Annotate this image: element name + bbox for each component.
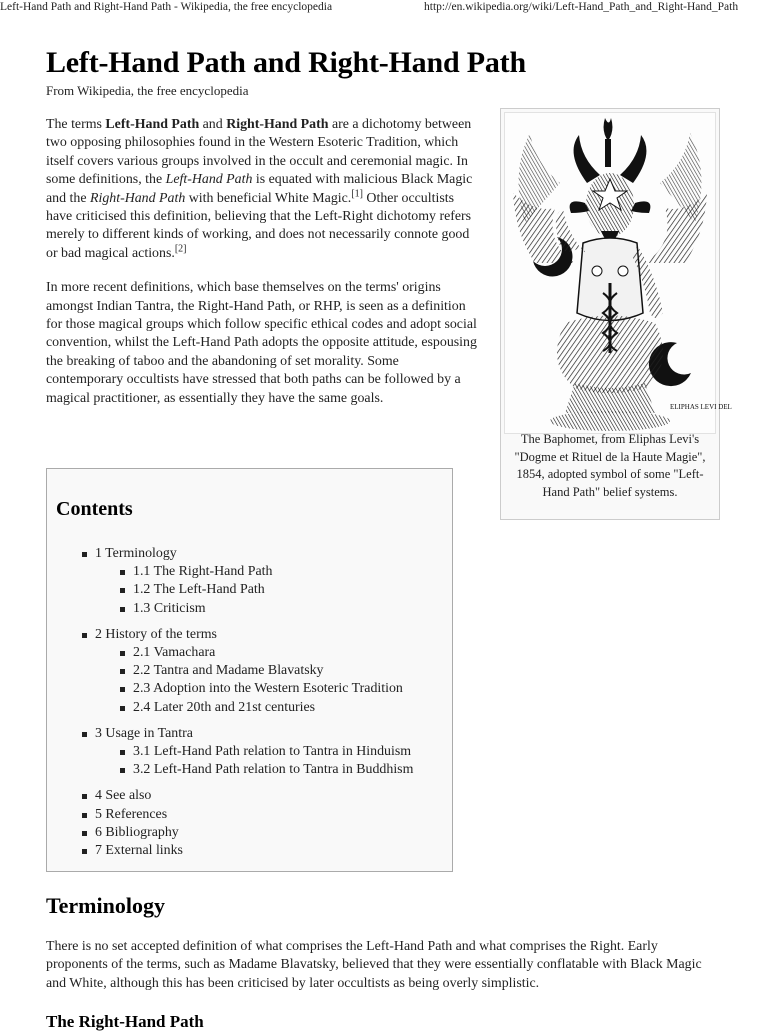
- print-header: [0, 0, 768, 16]
- toc-link[interactable]: 1 Terminology: [95, 546, 177, 561]
- baphomet-image[interactable]: [504, 112, 732, 434]
- toc-subitem[interactable]: [47, 662, 447, 680]
- terminology-paragraph: There is no set accepted definition of what comprises the Left-Hand Path and what comprises the Right. Early proponents of the terms, such as Madame Blavatsky, believed that they were essentially conflatable with Black Magic and White, although this has been criticised by later occultists as being overly simplistic.: [46, 939, 702, 991]
- page-title: Left-Hand Path and Right-Hand Path: [46, 46, 526, 79]
- toc-subitem[interactable]: [47, 743, 447, 761]
- text-run: The terms: [46, 117, 106, 132]
- toc-item-references[interactable]: [47, 806, 447, 824]
- figure-thumbnail: [500, 108, 732, 520]
- bullet-icon: [82, 831, 87, 836]
- toc-link[interactable]: 1.2 The Left-Hand Path: [133, 582, 265, 598]
- toc-list: [47, 545, 447, 860]
- bullet-icon: [120, 768, 125, 773]
- bullet-icon: [120, 588, 125, 593]
- toc-link[interactable]: 2.1 Vamachara: [133, 645, 216, 661]
- bullet-icon: [120, 750, 125, 755]
- toc-link[interactable]: 2.3 Adoption into the Western Esoteric Tradition: [133, 681, 403, 697]
- bullet-icon: [120, 607, 125, 612]
- term-right-hand-path: Right-Hand Path: [226, 117, 329, 132]
- toc-link[interactable]: 2.2 Tantra and Madame Blavatsky: [133, 663, 324, 679]
- bullet-icon: [120, 570, 125, 575]
- toc-item-bibliography[interactable]: [47, 824, 447, 842]
- subsection-heading-right-hand-path: The Right-Hand Path: [46, 1012, 204, 1031]
- text-run: are a dichotomy between two opposing philosophies found in the Western Esoteric Tradition, which itself covers various groups involved in the occult and ceremonial magic. In some definitions, the: [46, 117, 472, 188]
- toc-subitem[interactable]: [47, 761, 447, 779]
- bullet-icon: [82, 552, 87, 557]
- table-of-contents: [46, 468, 453, 872]
- toc-title: Contents: [56, 498, 133, 520]
- toc-link[interactable]: 1.1 The Right-Hand Path: [133, 564, 273, 580]
- print-header-title: Left-Hand Path and Right-Hand Path - Wikipedia, the free encyclopedia: [0, 1, 333, 13]
- toc-subitem[interactable]: [47, 644, 447, 662]
- intro-paragraph-1: [46, 116, 478, 263]
- citation-2[interactable]: [2]: [174, 243, 187, 255]
- toc-link[interactable]: 3.2 Left-Hand Path relation to Tantra in Buddhism: [133, 762, 414, 778]
- toc-link[interactable]: 7 External links: [95, 843, 183, 859]
- bullet-icon: [120, 651, 125, 656]
- bullet-icon: [82, 849, 87, 854]
- bullet-icon: [120, 669, 125, 674]
- toc-item-usage[interactable]: [47, 725, 447, 743]
- toc-link[interactable]: 5 References: [95, 806, 168, 822]
- toc-link[interactable]: 6 Bibliography: [95, 824, 179, 840]
- toc-link[interactable]: 1.3 Criticism: [133, 600, 206, 616]
- bullet-icon: [82, 633, 87, 638]
- illustration-signature: ELIPHAS LEVI DEL: [670, 403, 732, 411]
- site-tagline: From Wikipedia, the free encyclopedia: [46, 83, 249, 98]
- toc-item-external-links[interactable]: [47, 842, 447, 860]
- toc-link[interactable]: 2 History of the terms: [95, 626, 217, 642]
- bullet-icon: [120, 706, 125, 711]
- intro-paragraph-2: In more recent definitions, which base themselves on the terms' origins amongst Indian Tantra, the Right-Hand Path, or RHP, is seen as a definition for those magical groups which follow specific ethical codes and adopt social convention, whilst the Left-Hand Path adopts the opposite attitude, espousing the breaking of taboo and the abandoning of set morality. Some contemporary occultists have stressed that both paths can be followed by a magical practitioner, as essentially they have the same goals.: [46, 280, 477, 406]
- text-run: with beneficial White Magic.: [185, 190, 352, 206]
- text-run: is equated with malicious Black Magic and the: [46, 172, 473, 206]
- toc-subitem[interactable]: [47, 563, 447, 581]
- toc-subitem[interactable]: [47, 680, 447, 698]
- section-heading-terminology: Terminology: [46, 893, 165, 918]
- text-run: Other occultists have criticised this definition, believing that the Left-Right dichotomy refers merely to different kinds of working, and does not necessarily connote good or bad magical actions.: [46, 190, 472, 261]
- bullet-icon: [120, 687, 125, 692]
- toc-link[interactable]: 3.1 Left-Hand Path relation to Tantra in Hinduism: [133, 744, 412, 760]
- toc-subitem[interactable]: [47, 699, 447, 717]
- bullet-icon: [82, 732, 87, 737]
- toc-link[interactable]: 3 Usage in Tantra: [95, 725, 193, 741]
- citation-1[interactable]: [1]: [351, 188, 363, 199]
- toc-link[interactable]: 4 See also: [95, 788, 152, 804]
- toc-subitem[interactable]: [47, 581, 447, 599]
- italic-left-hand-path: Left-Hand Path: [165, 172, 253, 188]
- toc-item-terminology[interactable]: [47, 545, 447, 563]
- print-header-url[interactable]: http://en.wikipedia.org/wiki/Left-Hand_Path_and_Right-Hand_Path: [424, 1, 739, 13]
- italic-right-hand-path: Right-Hand Path: [89, 190, 186, 206]
- text-run: and: [199, 117, 227, 132]
- toc-link[interactable]: 2.4 Later 20th and 21st centuries: [133, 699, 316, 715]
- toc-item-see-also[interactable]: [47, 787, 447, 805]
- toc-item-history[interactable]: [47, 626, 447, 644]
- bullet-icon: [82, 813, 87, 818]
- term-left-hand-path: Left-Hand Path: [105, 117, 200, 132]
- figure-caption: The Baphomet, from Eliphas Levi's "Dogme et Rituel de la Haute Magie", 1854, adopted symbol of some "Left-Hand Path" belief systems.: [514, 432, 706, 499]
- bullet-icon: [82, 794, 87, 799]
- toc-subitem[interactable]: [47, 600, 447, 618]
- baphomet-illustration-icon: [505, 113, 732, 433]
- intro-section: [46, 116, 478, 424]
